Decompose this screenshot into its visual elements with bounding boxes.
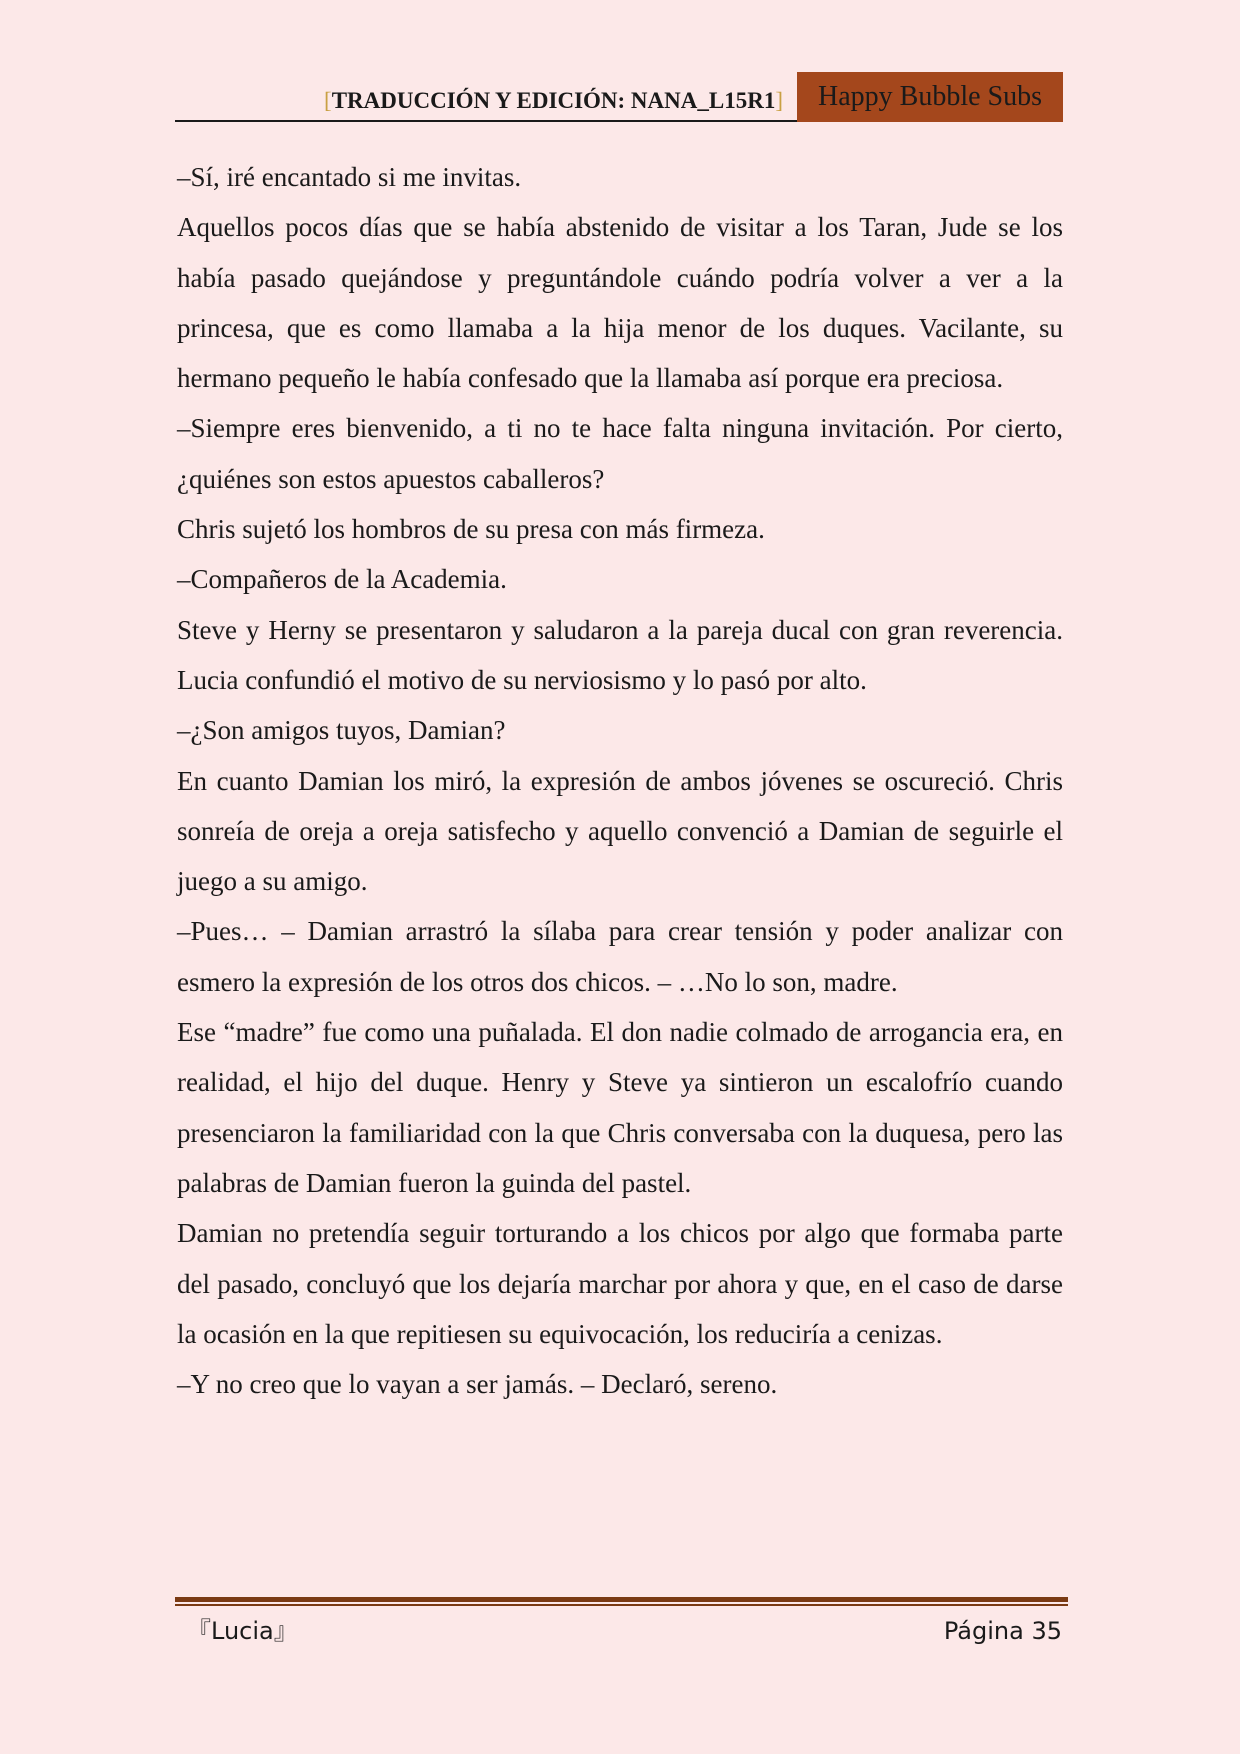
- paragraph: Ese “madre” fue como una puñalada. El don nadie colmado de arrogancia era, en realidad, el hijo del duque. Henry y Steve ya sintieron un escalofrío cuando presenciaron la familiaridad con la que Chris conversaba con la duquesa, pero las palabras de Damian fueron la guinda del pastel.: [177, 1017, 1063, 1198]
- paragraph: –Compañeros de la Academia.: [177, 564, 507, 595]
- paragraph: –Pues… – Damian arrastró la sílaba para crear tensión y poder analizar con esmero la expresión de los otros dos chicos. – …No lo son, madre.: [177, 916, 1063, 997]
- footer-rule-thin: [175, 1604, 1068, 1606]
- paragraph: Aquellos pocos días que se había abstenido de visitar a los Taran, Jude se los había pasado quejándose y preguntándole cuándo podría volver a ver a la princesa, que es como llamaba a la hija menor de los duques. Vacilante, su hermano pequeño le había confesado que la llamaba así porque era preciosa.: [177, 212, 1063, 394]
- page-header: [175, 72, 1063, 122]
- credit-open-bracket: [: [324, 88, 332, 113]
- footer-book-title: 『Lucia』: [187, 1617, 298, 1645]
- chapter-body: [177, 152, 1063, 1409]
- paragraph: Chris sujetó los hombros de su presa con más firmeza.: [177, 514, 765, 545]
- footer-rule-thick: [175, 1597, 1068, 1602]
- paragraph: Damian no pretendía seguir torturando a los chicos por algo que formaba parte del pasado, concluyó que los dejaría marchar por ahora y que, en el caso de darse la ocasión en la que repitiesen su equivocación, los reduciría a cenizas.: [177, 1218, 1063, 1349]
- paragraph: –Siempre eres bienvenido, a ti no te hace falta ninguna invitación. Por cierto, ¿quiénes son estos apuestos caballeros?: [177, 413, 1063, 494]
- paragraph: –¿Son amigos tuyos, Damian?: [177, 715, 506, 746]
- paragraph: –Sí, iré encantado si me invitas.: [177, 162, 522, 192]
- translation-credit: [324, 88, 783, 114]
- credit-close-bracket: ]: [775, 88, 783, 113]
- header-rule: [175, 120, 797, 122]
- group-badge: Happy Bubble Subs: [797, 72, 1063, 122]
- footer-page-number: Página 35: [943, 1617, 1062, 1645]
- paragraph: En cuanto Damian los miró, la expresión de ambos jóvenes se oscureció. Chris sonreía de oreja a oreja satisfecho y aquello convenció a Damian de seguirle el juego a su amigo.: [177, 765, 1063, 897]
- credit-text: TRADUCCIÓN Y EDICIÓN: NANA_L15R1: [331, 88, 776, 113]
- paragraph: –Y no creo que lo vayan a ser jamás. – Declaró, sereno.: [177, 1369, 778, 1400]
- paragraph: Steve y Herny se presentaron y saludaron a la pareja ducal con gran reverencia. Lucia confundió el motivo de su nerviosismo y lo pasó por alto.: [177, 614, 1063, 695]
